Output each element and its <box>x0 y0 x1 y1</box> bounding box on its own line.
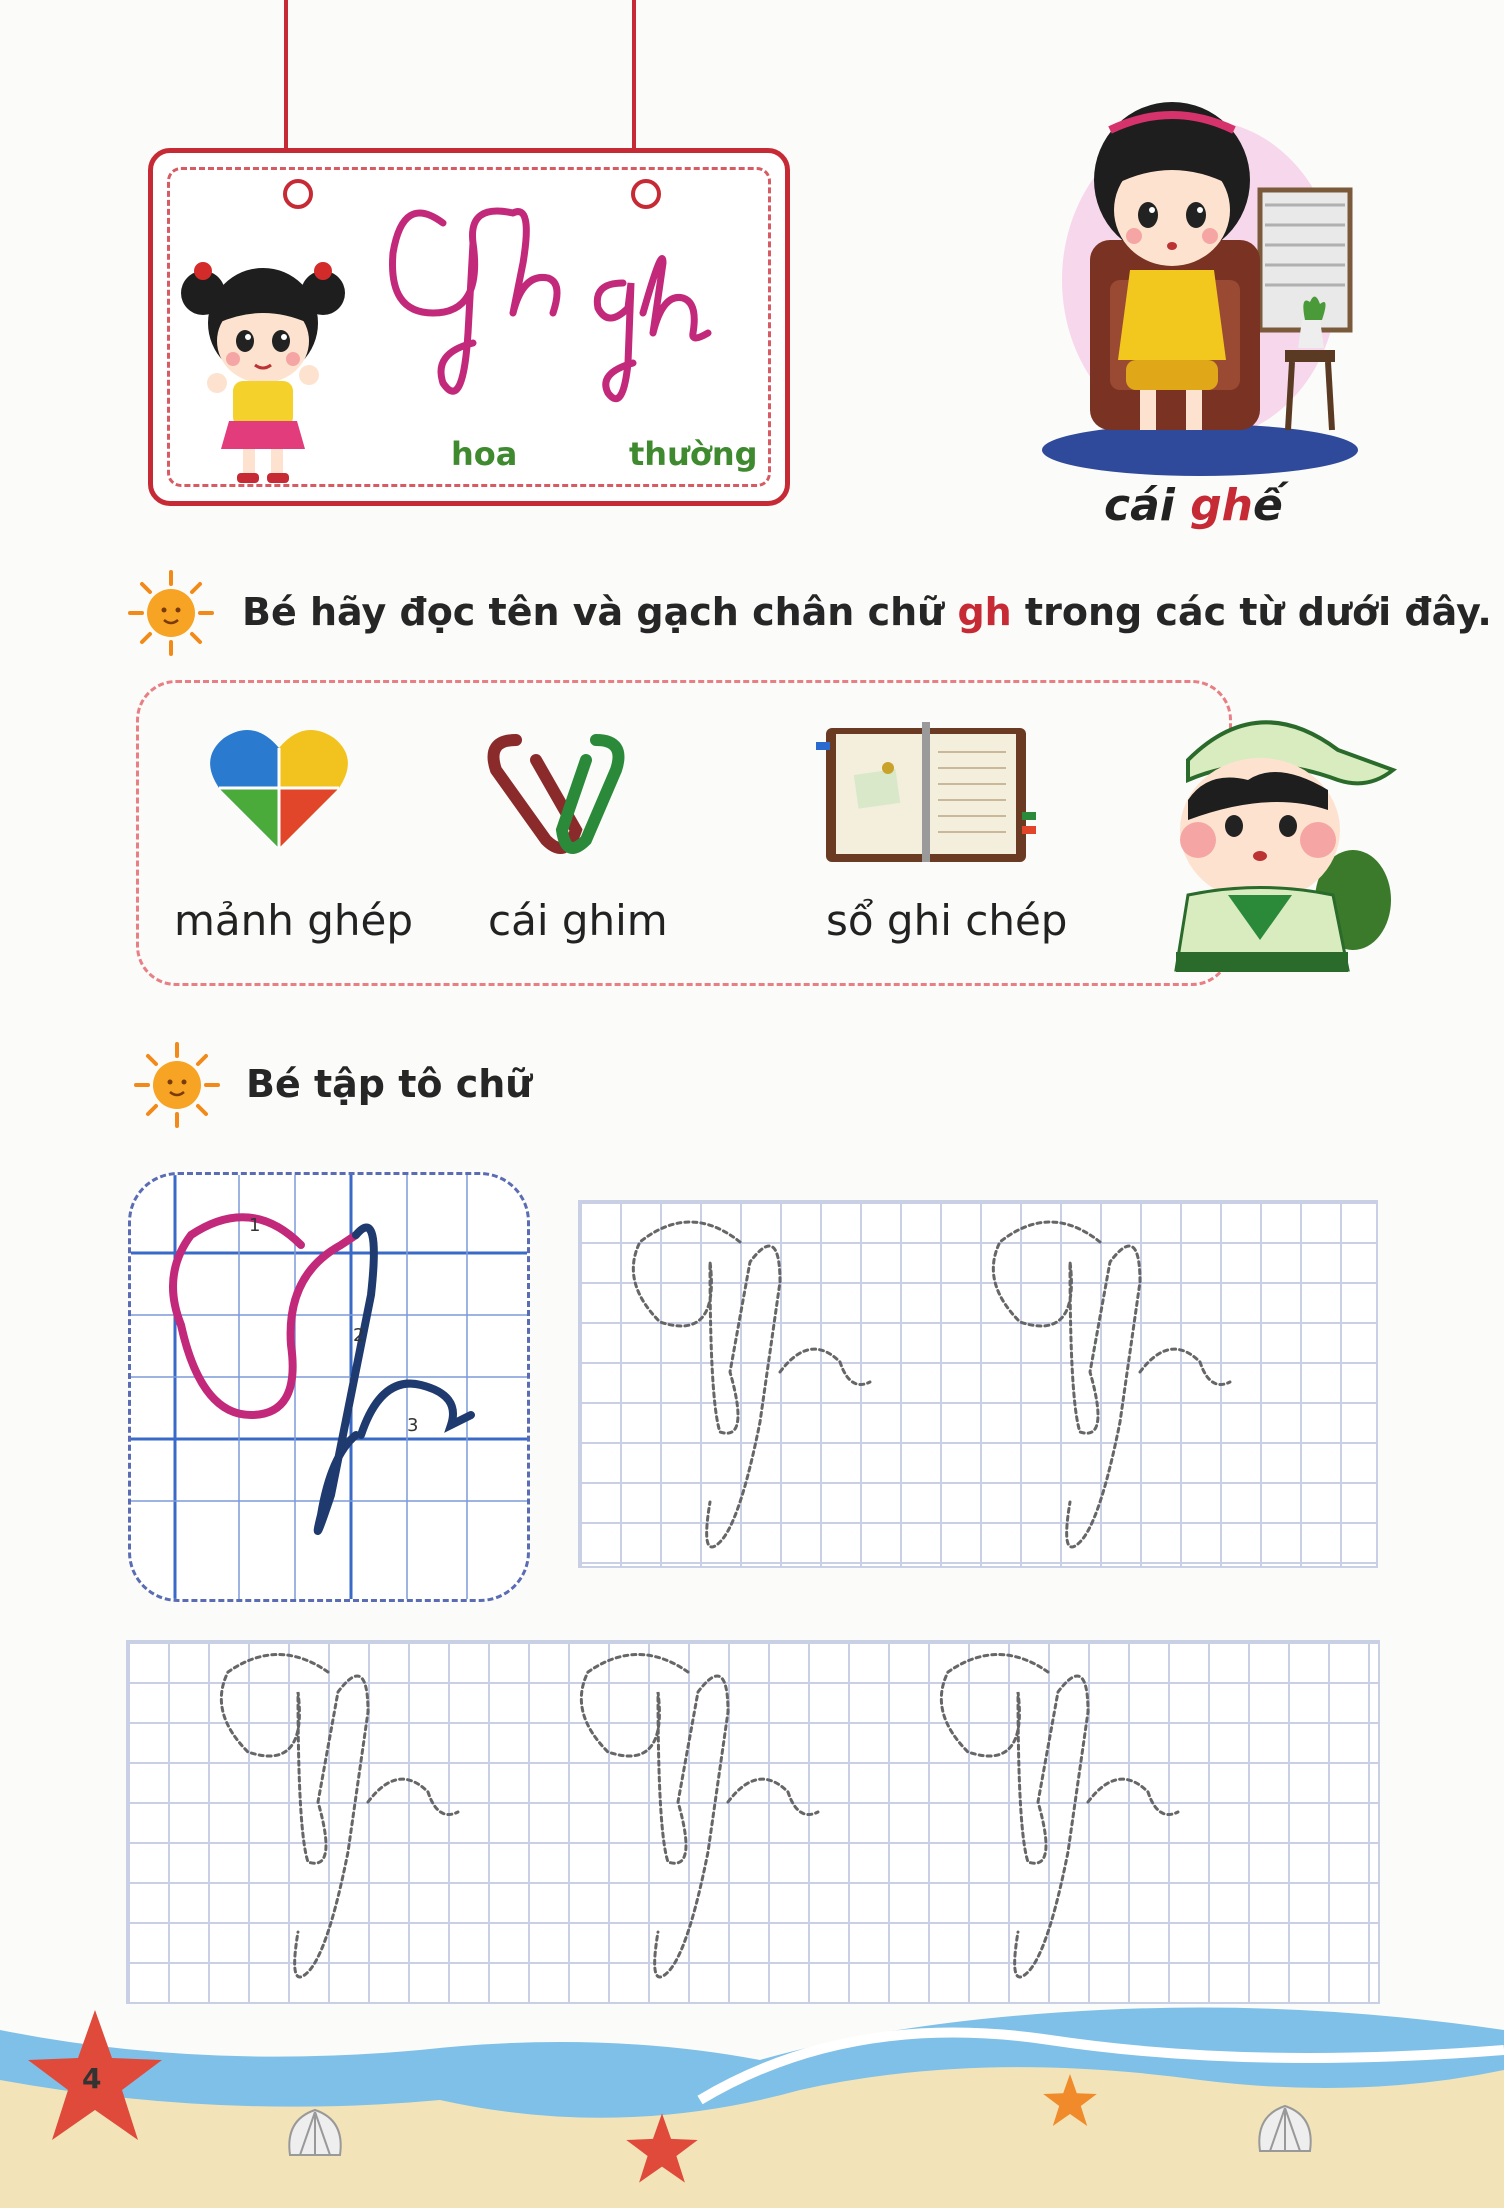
ring-right-icon <box>631 179 661 209</box>
sun-icon-2 <box>132 1040 222 1130</box>
exercise1-instruction: Bé hãy đọc tên và gạch chân chữ gh trong các từ dưới đây. <box>242 590 1492 634</box>
example-caption: cái ghế <box>1104 480 1283 531</box>
lowercase-label: thường <box>629 435 758 473</box>
word-so-ghi-chep: sổ ghi chép <box>826 896 1068 945</box>
traced-letters-row-2 <box>128 1642 1382 2006</box>
uppercase-letter-cursive <box>373 183 573 423</box>
child-on-chair-illustration <box>1030 90 1370 490</box>
starfish-small-icon <box>622 2108 702 2188</box>
lowercase-letter-cursive <box>583 223 723 423</box>
model-guide-lines <box>131 1175 527 1599</box>
traced-letters-row-1 <box>580 1202 1380 1570</box>
notebook-icon <box>816 712 1036 872</box>
word-cai-ghim: cái ghim <box>488 896 668 945</box>
seashell-icon <box>280 2100 350 2170</box>
stroke-number-3: 3 <box>407 1415 419 1436</box>
girl-illustration <box>163 253 363 493</box>
model-h-stroke <box>318 1228 471 1532</box>
stroke-number-1: 1 <box>249 1215 261 1236</box>
model-g-stroke <box>173 1217 356 1415</box>
stroke-number-2: 2 <box>353 1325 365 1346</box>
uppercase-label: hoa <box>451 435 518 473</box>
practice-grid-bottom[interactable] <box>126 1640 1380 2004</box>
letter-sign <box>148 148 790 506</box>
practice-grid-top[interactable] <box>578 1200 1378 1568</box>
starfish-orange-icon <box>1040 2070 1100 2130</box>
seashell-icon-2 <box>1250 2096 1320 2166</box>
sun-icon <box>126 568 216 658</box>
puzzle-heart-icon <box>204 718 354 858</box>
word-manh-ghep: mảnh ghép <box>174 896 414 945</box>
page-number: 4 <box>82 2062 102 2095</box>
model-letter-box <box>128 1172 530 1602</box>
paperclip-icon <box>476 720 636 860</box>
boy-scout-illustration <box>1148 690 1408 980</box>
ring-left-icon <box>283 179 313 209</box>
exercise2-instruction: Bé tập tô chữ <box>246 1062 533 1106</box>
